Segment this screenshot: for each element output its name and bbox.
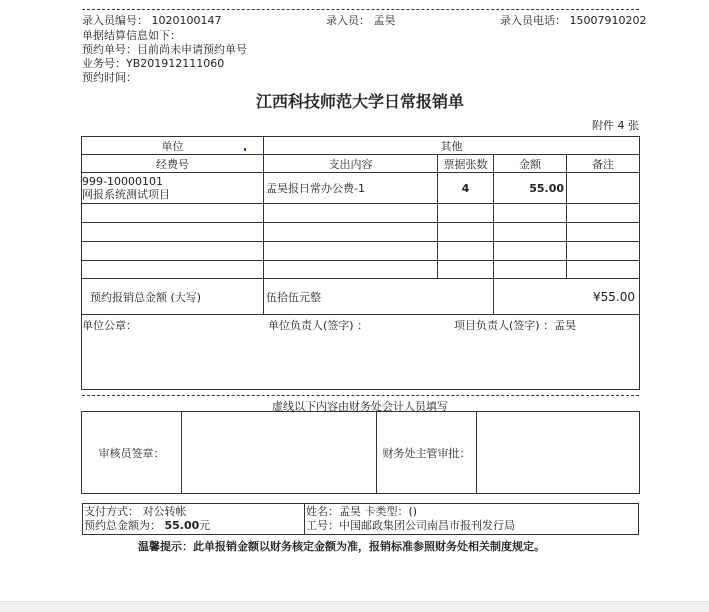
amount-cell: 55.00	[494, 173, 567, 204]
payment-method	[84, 505, 303, 519]
director-signature	[477, 412, 640, 494]
entry-person-label: 录入员：	[326, 14, 370, 27]
fund-name: 网报系统测试项目	[82, 188, 170, 201]
note-cell	[567, 173, 640, 204]
entry-id-value: 1020100147	[151, 14, 222, 27]
total-amount: ¥55.00	[494, 279, 640, 315]
info-line-3: 业务号：YB201912111060	[82, 57, 225, 70]
col-fund: 经费号	[82, 155, 264, 173]
fund-cell	[82, 173, 264, 204]
entry-id-label: 录入员编号：	[82, 14, 148, 27]
payment-total-value: 55.00	[164, 519, 200, 532]
table-row	[82, 242, 640, 261]
payment-total-unit: 元	[199, 519, 211, 532]
project-head-label: 项目负责人(签字) ：孟昊	[454, 319, 577, 332]
other-header: 其他	[264, 137, 640, 155]
table-row	[82, 173, 640, 204]
cursor-mark	[244, 148, 246, 151]
payee-work: 工号：中国邮政集团公司南昌市报刊发行局	[306, 519, 515, 532]
table-row	[82, 261, 640, 279]
auditor-signature	[182, 412, 377, 494]
col-count: 票据张数	[438, 155, 494, 173]
payment-table	[82, 503, 639, 535]
table-row	[82, 223, 640, 242]
entry-phone-label: 录入员电话：	[500, 14, 566, 27]
count-cell: 4	[438, 173, 494, 204]
content-cell: 孟昊报日常办公费-1	[264, 173, 438, 204]
payment-method-label: 支付方式：	[84, 505, 139, 518]
footer-tip-label: 温馨提示：	[138, 540, 193, 553]
payment-total-label: 预约总金额为：	[84, 519, 161, 532]
attachments-count: 附件 4 张	[592, 119, 639, 132]
table-row	[82, 204, 640, 223]
info-line-4: 预约时间：	[82, 71, 137, 84]
unit-seal-label: 单位公章：	[82, 319, 137, 332]
entry-person-value: 孟昊	[373, 14, 396, 27]
finance-dashed-line	[82, 395, 639, 396]
top-dashed-line	[82, 9, 639, 10]
auditor-label: 审核员签章：	[82, 412, 182, 494]
col-note: 备注	[567, 155, 640, 173]
total-label: 预约报销总金额 (大写)	[82, 279, 264, 315]
entry-phone-value: 15007910202	[569, 14, 647, 27]
info-line-2: 预约单号：目前尚未申请预约单号	[82, 43, 247, 56]
total-caps: 伍拾伍元整	[264, 279, 494, 315]
director-label: 财务处主管审批：	[377, 412, 477, 494]
window-bottom-bar	[0, 601, 709, 612]
col-content: 支出内容	[264, 155, 438, 173]
payment-total	[84, 519, 303, 533]
payment-method-value: 对公转帐	[142, 505, 187, 518]
unit-header: 单位	[82, 137, 264, 155]
entry-id	[82, 12, 222, 28]
fund-number: 999-10000101	[82, 175, 163, 188]
col-amount: 金额	[494, 155, 567, 173]
page-title: 江西科技师范大学日常报销单	[255, 92, 464, 111]
unit-head-label: 单位负责人(签字) ：	[268, 319, 369, 332]
footer-tip-text: 此单报销金额以财务核定金额为准，报销标准参照财务处相关制度规定。	[193, 540, 545, 553]
footer-tip	[138, 538, 545, 554]
reimbursement-table	[81, 136, 640, 390]
finance-notice: 虚线以下内容由财务处会计人员填写	[272, 400, 448, 413]
settlement-info	[82, 29, 247, 85]
payee-name: 姓名：孟昊 卡类型：()	[306, 505, 418, 518]
entry-person	[326, 12, 396, 28]
info-line-1: 单据结算信息如下：	[82, 29, 181, 42]
entry-phone	[500, 12, 646, 28]
payment-cell	[83, 504, 305, 535]
signature-area	[82, 315, 640, 390]
finance-table	[81, 411, 640, 494]
payee-cell	[305, 504, 639, 535]
